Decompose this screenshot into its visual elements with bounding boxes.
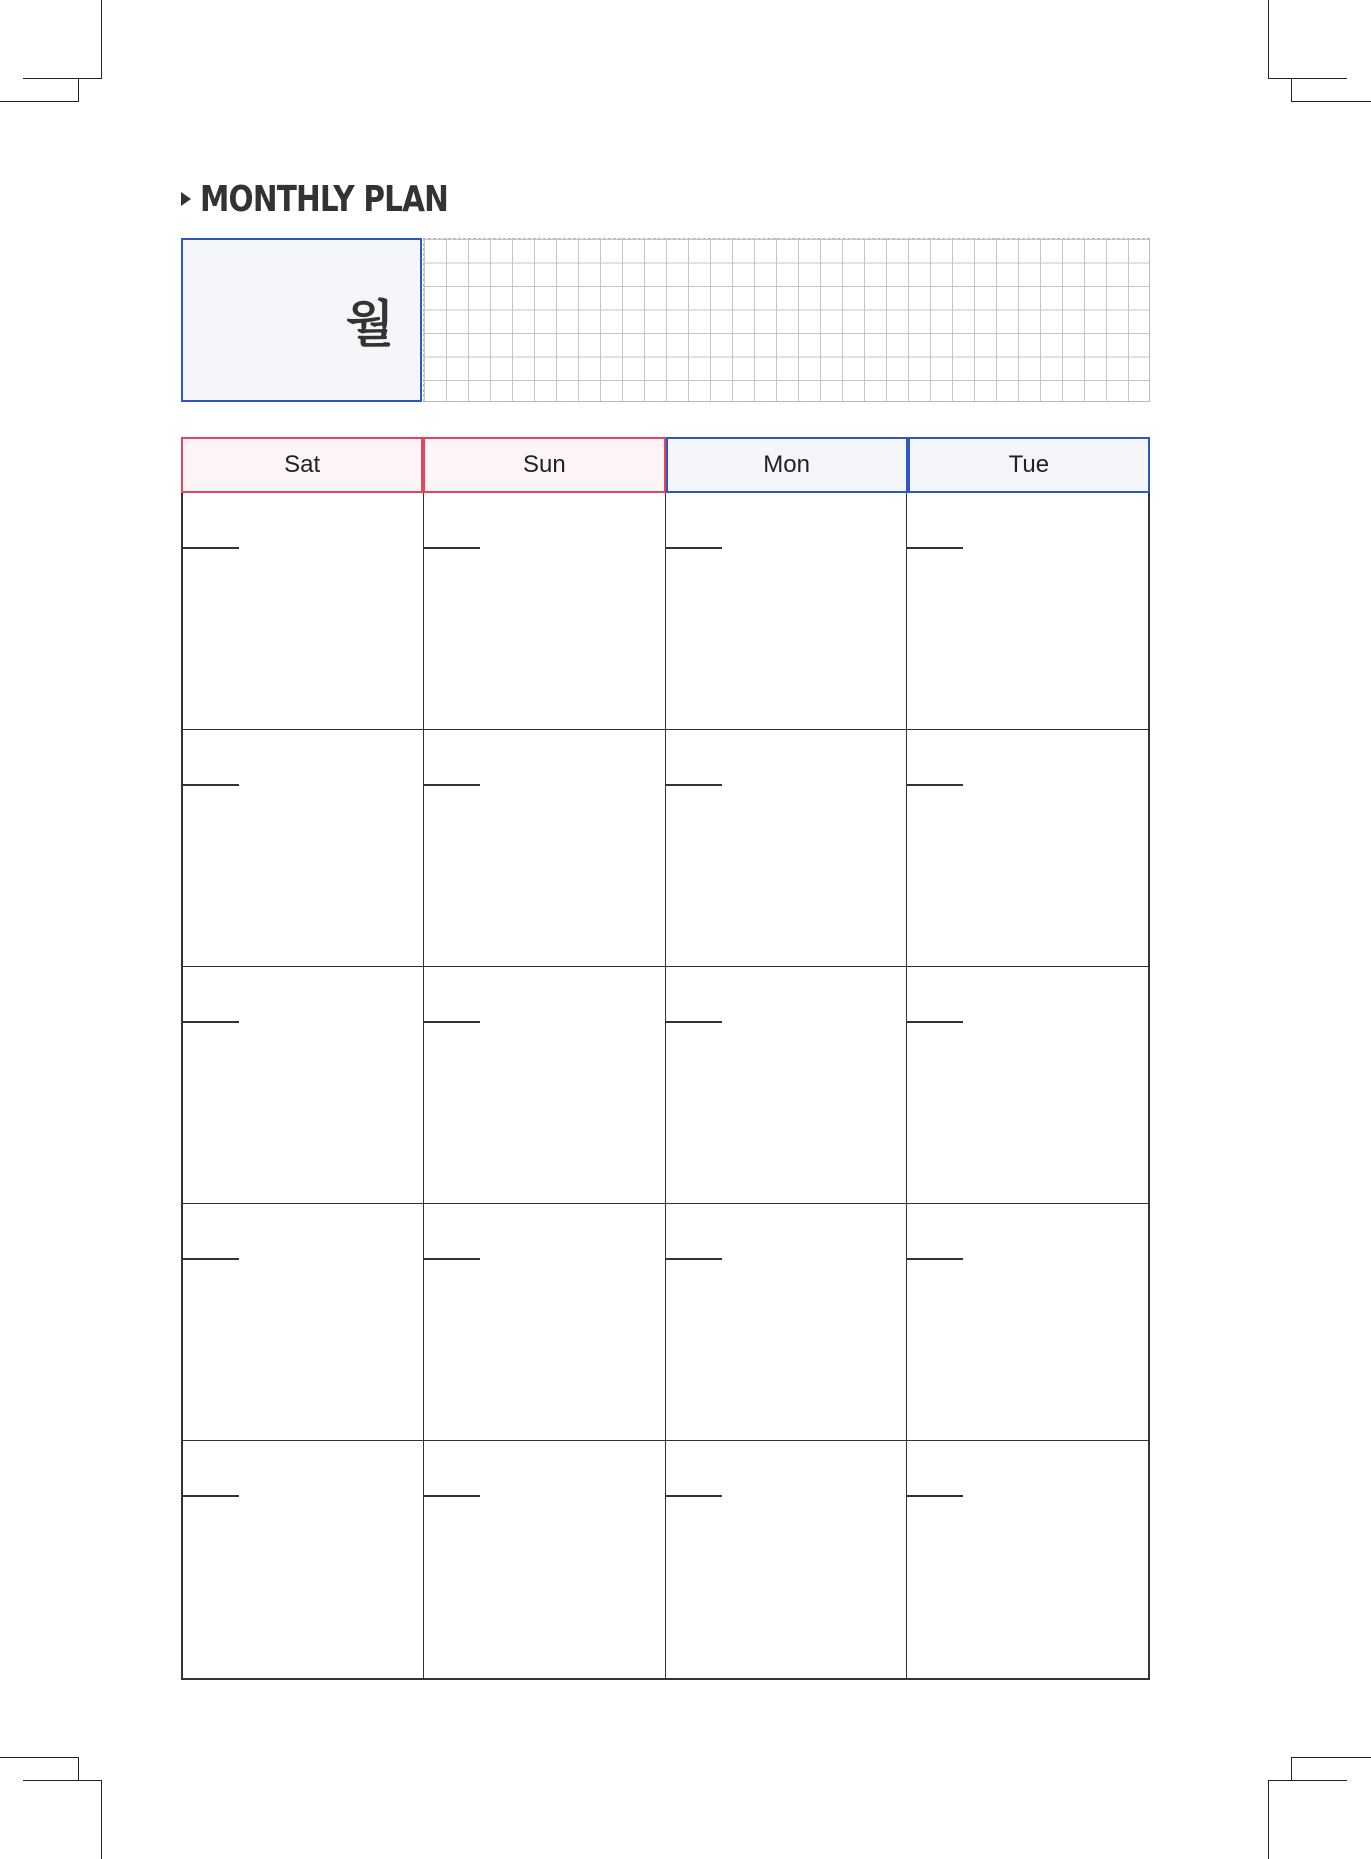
day-header-tue: Tue [908,437,1150,493]
monthly-calendar [181,437,1150,1680]
day-cell-tue[interactable] [907,1204,1148,1441]
day-cell-sat[interactable] [183,1204,424,1441]
date-underline [424,1021,480,1023]
day-cell-sat[interactable] [183,730,424,967]
date-underline [666,1258,722,1260]
notes-grid-area[interactable] [423,238,1150,402]
day-cell-tue[interactable] [907,493,1148,730]
day-header-mon: Mon [666,437,908,493]
month-label: 월 [345,295,394,353]
page-title: MONTHLY PLAN [200,178,449,220]
day-cell-sat[interactable] [183,493,424,730]
month-input-box[interactable] [181,238,422,402]
weekday-header-row [181,437,1150,493]
date-underline [183,784,239,786]
date-underline [907,1495,963,1497]
date-underline [907,784,963,786]
day-cell-sun[interactable] [424,1441,665,1678]
triangle-bullet-icon [181,192,191,206]
page-title-row [181,176,503,222]
day-cell-sun[interactable] [424,967,665,1204]
date-underline [666,547,722,549]
date-underline [424,784,480,786]
date-underline [183,1258,239,1260]
day-cell-sun[interactable] [424,1204,665,1441]
date-underline [424,1495,480,1497]
day-cell-sun[interactable] [424,730,665,967]
day-cell-tue[interactable] [907,967,1148,1204]
day-cell-sat[interactable] [183,967,424,1204]
day-header-sat: Sat [181,437,423,493]
date-underline [183,1021,239,1023]
day-cell-mon[interactable] [666,967,907,1204]
calendar-grid [181,493,1150,1680]
date-underline [907,1021,963,1023]
date-underline [666,1495,722,1497]
day-cell-tue[interactable] [907,730,1148,967]
day-cell-tue[interactable] [907,1441,1148,1678]
date-underline [183,1495,239,1497]
day-cell-mon[interactable] [666,730,907,967]
day-header-sun: Sun [423,437,665,493]
date-underline [183,547,239,549]
date-underline [424,547,480,549]
day-cell-mon[interactable] [666,493,907,730]
date-underline [907,547,963,549]
day-cell-sat[interactable] [183,1441,424,1678]
date-underline [666,1021,722,1023]
date-underline [666,784,722,786]
day-cell-sun[interactable] [424,493,665,730]
day-cell-mon[interactable] [666,1441,907,1678]
date-underline [424,1258,480,1260]
day-cell-mon[interactable] [666,1204,907,1441]
date-underline [907,1258,963,1260]
